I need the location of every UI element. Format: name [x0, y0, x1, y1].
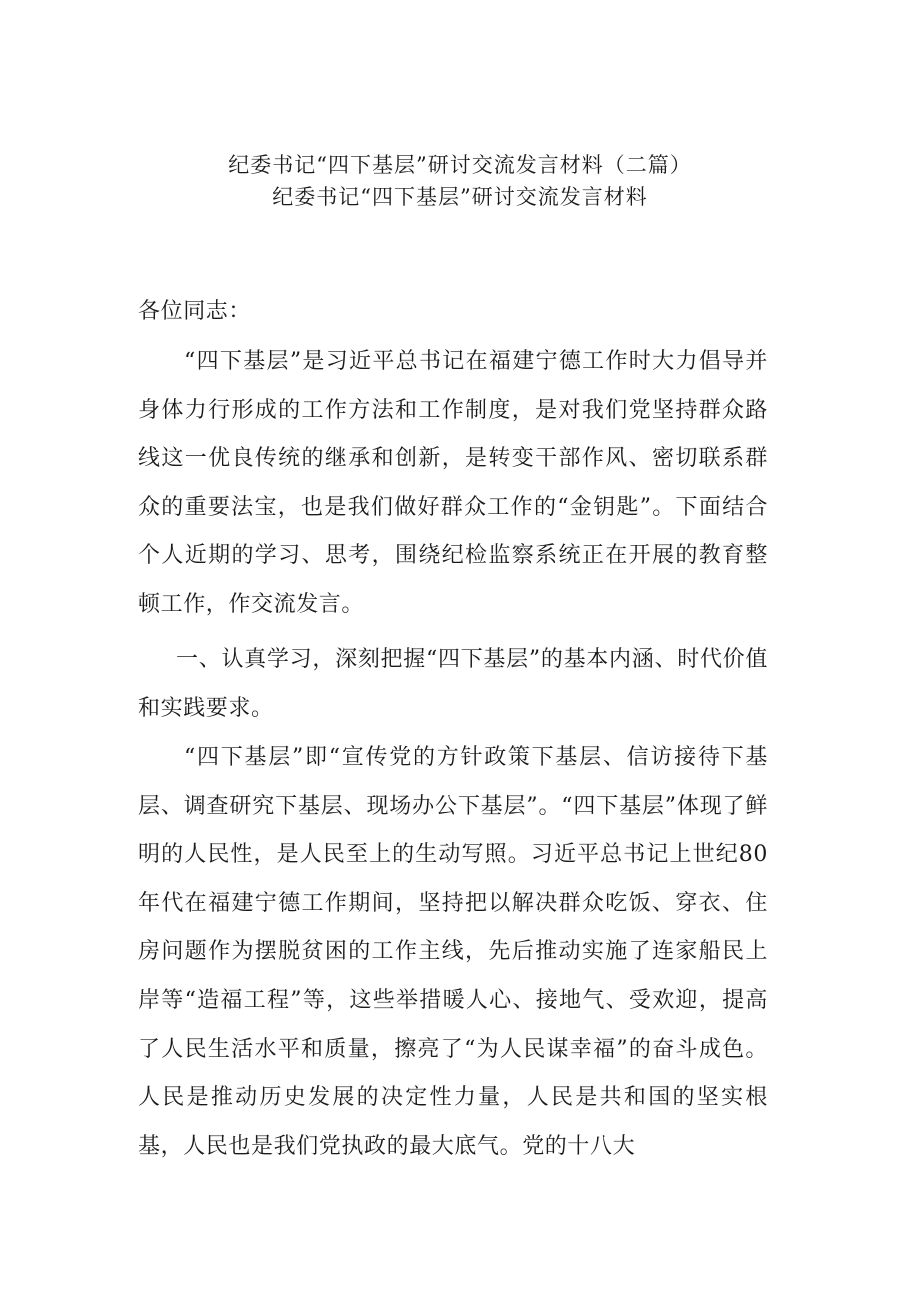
- section-heading-1: 一、认真学习，深刻把握“四下基层”的基本内涵、时代价值和实践要求。: [138, 647, 768, 721]
- document-subtitle: 纪委书记“四下基层”研讨交流发言材料: [272, 185, 648, 209]
- salutation: 各位同志：: [138, 299, 252, 324]
- document-title: 纪委书记“四下基层”研讨交流发言材料（二篇）: [228, 153, 692, 177]
- paragraph-intro: “四下基层”是习近平总书记在福建宁德工作时大力倡导并身体力行形成的工作方法和工作制度，是对我们党坚持群众路线这一优良传统的继承和创新，是转变干部作风、密切联系群众的重要法宝，也是我们做好群众工作的“金钥匙”。下面结合个人近期的学习、思考，围绕纪检监察系统正在开展的教育整顿工作，作交流发言。: [138, 349, 768, 617]
- paragraph-body: “四下基层”即“宣传党的方针政策下基层、信访接待下基层、调查研究下基层、现场办公下基层”。“四下基层”体现了鲜明的人民性，是人民至上的生动写照。习近平总书记上世纪80年代在福建宁德工作期间，坚持把以解决群众吃饭、穿衣、住房问题作为摆脱贫困的工作主线，先后推动实施了连家船民上岸等“造福工程”等，这些举措暖人心、接地气、受欢迎，提高了人民生活水平和质量，擦亮了“为人民谋幸福”的奋斗成色。人民是推动历史发展的决定性力量，人民是共和国的坚实根基，人民也是我们党执政的最大底气。党的十八大: [138, 745, 768, 1159]
